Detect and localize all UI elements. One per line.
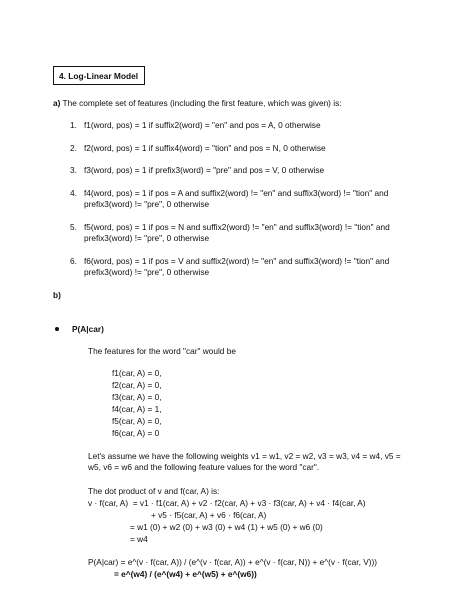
feature-1-line-1: f1(word, pos) = 1 if suffix2(word) = "en" and pos = A, 0 otherwise [84,120,321,130]
bullet-title: P(A|car) [72,324,104,334]
feature-5-line-1: f5(word, pos) = 1 if pos = N and suffix2(word) != "en" and suffix3(word) != "tion" and [84,222,390,232]
feature-4-number: 4. [70,188,77,198]
feature-5-line-2: prefix3(word) != "pre", 0 otherwise [84,233,210,243]
feature-6-line-1: f6(word, pos) = 1 if pos = V and suffix2(word) != "en" and suffix3(word) != "tion" and [84,256,390,266]
assume-line-2: w5, v6 = w6 and the following feature values for the word "car". [88,462,320,472]
dot-product-line-3: = w1 (0) + w2 (0) + w3 (0) + w4 (1) + w5 (0) + w6 (0) [130,522,323,532]
dot-product-intro: The dot product of v and f(car, A) is: [88,486,220,496]
feature-5-number: 5. [70,222,77,232]
part-a-label: a) [53,98,61,108]
feature-2-number: 2. [70,143,77,153]
bullet-dot [55,327,59,331]
feature-value-3: f3(car, A) = 0, [112,392,162,402]
assume-line-1: Let's assume we have the following weights v1 = w1, v2 = w2, v3 = w3, v4 = w4, v5 = [88,451,401,461]
feature-value-6: f6(car, A) = 0 [112,428,160,438]
probability-formula: P(A|car) = e^(v · f(car, A)) / (e^(v · f(car, A)) + e^(v · f(car, N)) + e^(v · f(car, V))) [88,557,378,567]
feature-4-line-1: f4(word, pos) = 1 if pos = A and suffix2(word) != "en" and suffix3(word) != "tion" and [84,188,389,198]
dot-product-line-4: = w4 [130,534,148,544]
feature-6-number: 6. [70,256,77,266]
feature-value-5: f5(car, A) = 0, [112,416,162,426]
feature-value-4: f4(car, A) = 1, [112,404,162,414]
dot-product-line-2: + v5 · f5(car, A) + v6 · f6(car, A) [151,510,267,520]
probability-result: = e^(w4) / (e^(w4) + e^(w5) + e^(w6)) [114,569,257,579]
feature-1-number: 1. [70,120,77,130]
feature-value-1: f1(car, A) = 0, [112,368,162,378]
part-a-intro: The complete set of features (including the first feature, which was given) is: [62,98,342,108]
section-title-box [53,66,145,85]
part-b-label: b) [53,290,61,300]
feature-value-2: f2(car, A) = 0, [112,380,162,390]
features-intro: The features for the word "car" would be [88,346,236,356]
part-a-header [53,98,342,108]
feature-2-line-1: f2(word, pos) = 1 if suffix4(word) = "tion" and pos = N, 0 otherwise [84,143,326,153]
feature-6-line-2: prefix3(word) != "pre", 0 otherwise [84,267,210,277]
feature-3-line-1: f3(word, pos) = 1 if prefix3(word) = "pre" and pos = V, 0 otherwise [84,165,325,175]
feature-4-line-2: prefix3(word) != "pre", 0 otherwise [84,199,210,209]
dot-product-line-1: v · f(car, A) = v1 · f1(car, A) + v2 · f2(car, A) + v3 · f3(car, A) + v4 · f4(car, A) [88,498,366,508]
section-title: 4. Log-Linear Model [59,71,139,81]
feature-3-number: 3. [70,165,77,175]
